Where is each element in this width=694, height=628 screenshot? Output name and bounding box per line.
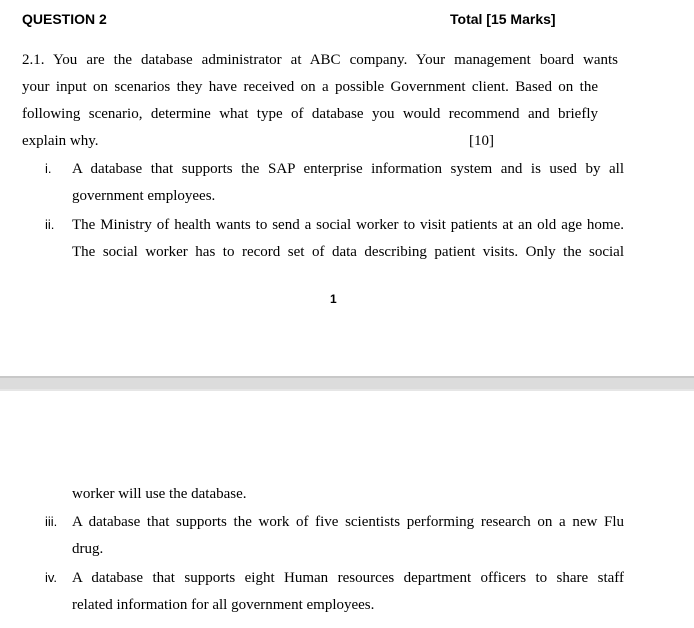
item-ii-line-1: The Ministry of health wants to send a social worker to visit patients at an old age home. xyxy=(72,217,624,233)
item-ii-line-3: worker will use the database. xyxy=(72,486,247,502)
item-iii-numeral: iii. xyxy=(45,514,58,529)
page-separator xyxy=(0,376,694,391)
item-i-line-2: government employees. xyxy=(72,188,216,204)
item-i-numeral: i. xyxy=(45,161,52,176)
item-iii-line-1: A database that supports the work of five scientists performing research on a new Flu xyxy=(72,514,624,530)
item-iv-line-2: related information for all government employees. xyxy=(72,597,375,613)
page-number: 1 xyxy=(330,292,337,306)
item-i-line-1: A database that supports the SAP enterprise information system and is used by all xyxy=(72,161,624,177)
intro-line-4: explain why. xyxy=(22,133,99,149)
intro-line-1: 2.1. You are the database administrator at ABC company. Your management board wants xyxy=(22,52,618,68)
item-iv-line-1: A database that supports eight Human resources department officers to share staff xyxy=(72,570,624,586)
item-iii-line-2: drug. xyxy=(72,541,104,557)
intro-marks: [10] xyxy=(469,133,494,149)
question-label: QUESTION 2 xyxy=(22,11,107,27)
intro-line-3: following scenario, determine what type of database you would recommend and briefly xyxy=(22,106,598,122)
item-ii-line-2: The social worker has to record set of data describing patient visits. Only the social xyxy=(72,244,624,260)
intro-line-2: your input on scenarios they have received on a possible Government client. Based on the xyxy=(22,79,598,95)
document-page-2 xyxy=(0,391,694,628)
item-ii-numeral: ii. xyxy=(45,217,55,232)
question-total-marks: Total [15 Marks] xyxy=(450,11,556,27)
item-iv-numeral: iv. xyxy=(45,570,58,585)
